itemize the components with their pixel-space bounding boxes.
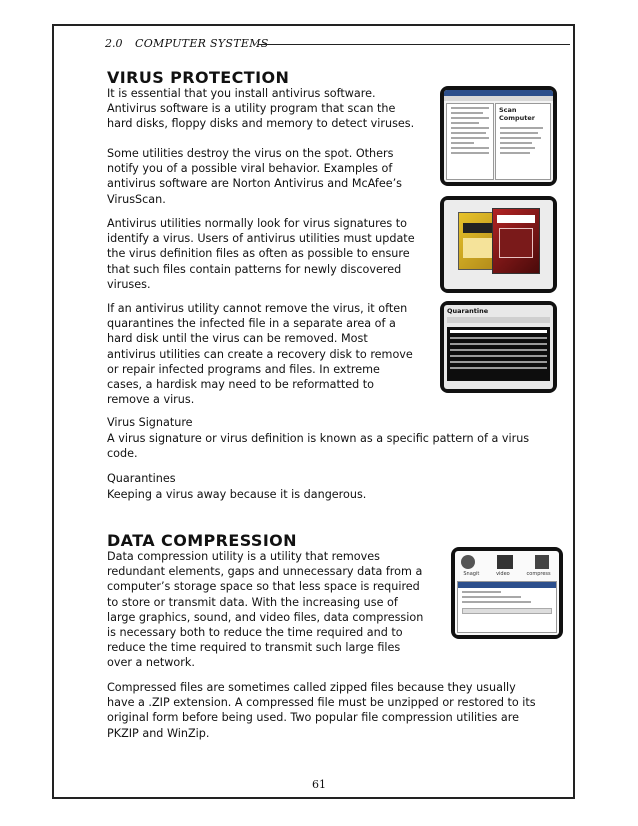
quarantines-term: Quarantines — [107, 472, 176, 485]
quarantine-screenshot — [440, 301, 557, 393]
virus-signature-term: Virus Signature — [107, 416, 193, 429]
snagit-label: Snagit — [463, 571, 480, 577]
antivirus-boxes-image — [440, 196, 557, 293]
section-title: COMPUTER SYSTEMS — [135, 37, 269, 50]
data-compression-heading: DATA COMPRESSION — [107, 531, 297, 550]
snagit-icon — [461, 555, 475, 569]
compression-paragraph-1: Data compression utility is a utility that removes redundant elements, gaps and unnecessary data from a computer’s storage space so that less space is required to store or transmit data. With the increasing use of large graphics, sound, and video files, data compression is necessary both to reduce the time required and to reduce the time required to transmit such large files over a network. — [107, 550, 424, 670]
compression-screenshot — [451, 547, 563, 639]
quarantine-list — [447, 327, 550, 381]
quarantine-title: Quarantine — [447, 307, 489, 315]
scan-window-title: Scan Computer — [499, 106, 536, 122]
scan-sidebar — [446, 103, 494, 180]
mcafee-box — [492, 208, 540, 274]
video-icon — [497, 555, 513, 569]
scan-pane — [495, 103, 551, 180]
virus-paragraph-3: Antivirus utilities normally look for virus signatures to identify a virus. Users of antivirus utilities must update the virus definition files as often as possible to ensure that such files contain patterns for newly discovered viruses. — [107, 217, 415, 291]
virus-paragraph-4: If an antivirus utility cannot remove the virus, it often quarantines the infected file in a separate area of a hard disk until the virus can be removed. Most antivirus utilities can create a recovery disk to remove or repair infected programs and files. In extreme cases, a hardisk may need to be reformatted to remove a virus. — [107, 302, 413, 407]
virus-paragraph-1: It is essential that you install antivirus software. Antivirus software is a utility program that scan the hard disks, floppy disks and memory to detect viruses. — [107, 87, 415, 131]
header-rule — [258, 44, 570, 45]
compress-icon — [535, 555, 549, 569]
virus-paragraph-2: Some utilities destroy the virus on the spot. Others notify you of a possible viral behavior. Examples of antivirus software are Norton Antivirus and McAfee’s VirusScan. — [107, 147, 402, 206]
progress-bar — [462, 608, 552, 614]
antivirus-screenshot — [440, 86, 557, 186]
quarantines-definition: Keeping a virus away because it is dangerous. — [107, 488, 367, 501]
video-label: video — [496, 571, 510, 577]
compression-paragraph-2: Compressed files are sometimes called zipped files because they usually have a .ZIP extension. A compressed file must be unzipped or restored to its original form before being used. Two popular file compression utilities are PKZIP and WinZip. — [107, 681, 536, 740]
virus-protection-heading: VIRUS PROTECTION — [107, 68, 290, 87]
section-number: 2.0 — [105, 37, 123, 50]
compress-label: compress — [526, 571, 551, 577]
running-header — [105, 35, 570, 53]
page-number: 61 — [312, 778, 326, 791]
copy-progress-dialog — [457, 581, 557, 633]
virus-signature-definition: A virus signature or virus definition is known as a specific pattern of a virus code. — [107, 432, 530, 461]
